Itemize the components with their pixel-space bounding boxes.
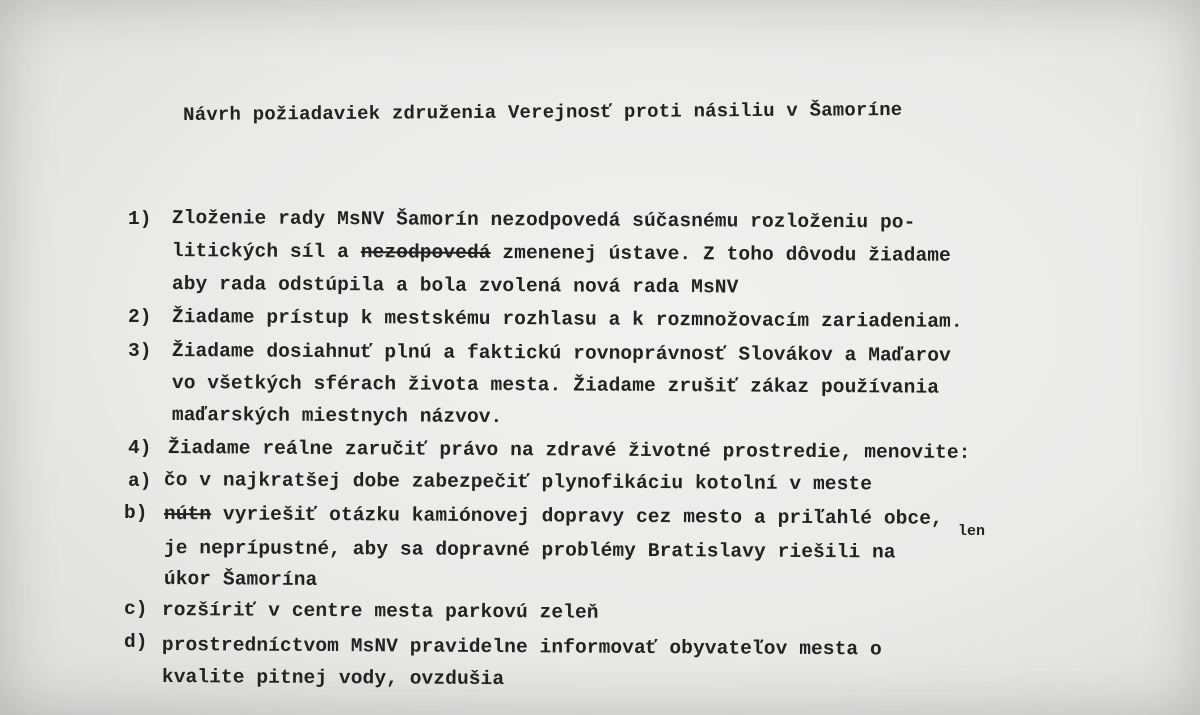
document-title: Návrh požiadaviek združenia Verejnosť proti násiliu v Šamoríne [183,98,903,126]
item-3-line-2: vo všetkých sférach života mesta. Žiadame zrušiť zákaz používania [171,372,940,399]
struck-word: nezodpovedá [360,241,491,264]
item-2-line-1: Žiadame prístup k mestskému rozhlasu a k rozmnožovacím zariadeniam. [171,306,963,333]
item-1-line-2 [172,240,951,267]
item-d-line-2: kvalite pitnej vody, ovzdušia [161,666,505,691]
item-b-line-2: je neprípustné, aby sa dopravné problémy Bratislavy riešili na [163,537,896,564]
item-b-line-1 [164,503,943,530]
item-1-line-2-rest: zmenenej ústave. Z toho dôvodu žiadame [502,242,951,267]
item-3-line-3: maďarských miestnych názvov. [171,404,503,429]
item-marker-2: 2) [128,306,152,328]
item-1-line-1: Zloženie rady MsNV Šamorín nezodpovedá súčasnému rozloženiu po- [171,207,916,234]
item-a-line-1: čo v najkratšej dobe zabezpečiť plynofikáciu kotolní v meste [163,469,873,496]
item-d-line-1: prostredníctvom MsNV pravidelne informovať obyvateľov mesta o [161,634,882,661]
item-marker-4: 4) [128,437,152,459]
item-b-line-1-rest: vyriešiť otázku kamiónovej dopravy cez mesto a priľahlé obce, [222,503,943,530]
item-1-line-3: aby rada odstúpila a bola zvolená nová rada MsNV [171,273,739,299]
struck-word-b: nútn [163,503,212,526]
item-4-line-1: Žiadame reálne zaručiť právo na zdravé životné prostredie, menovite: [167,437,971,464]
item-marker-d: d) [124,631,148,653]
item-marker-3: 3) [128,340,152,362]
item-3-line-1: Žiadame dosiahnuť plnú a faktickú rovnoprávnosť Slovákov a Maďarov [171,340,951,367]
item-c-line-1: rozšíriť v centre mesta parkovú zeleň [161,599,599,624]
handwritten-insertion: len [958,523,986,540]
item-marker-1: 1) [128,208,152,230]
item-marker-b: b) [124,502,148,524]
item-1-line-2-prefix: litických síl a [171,240,350,264]
item-marker-c: c) [124,598,148,620]
item-marker-a: a) [128,470,152,492]
item-b-line-3: úkor Šamorína [163,568,318,591]
